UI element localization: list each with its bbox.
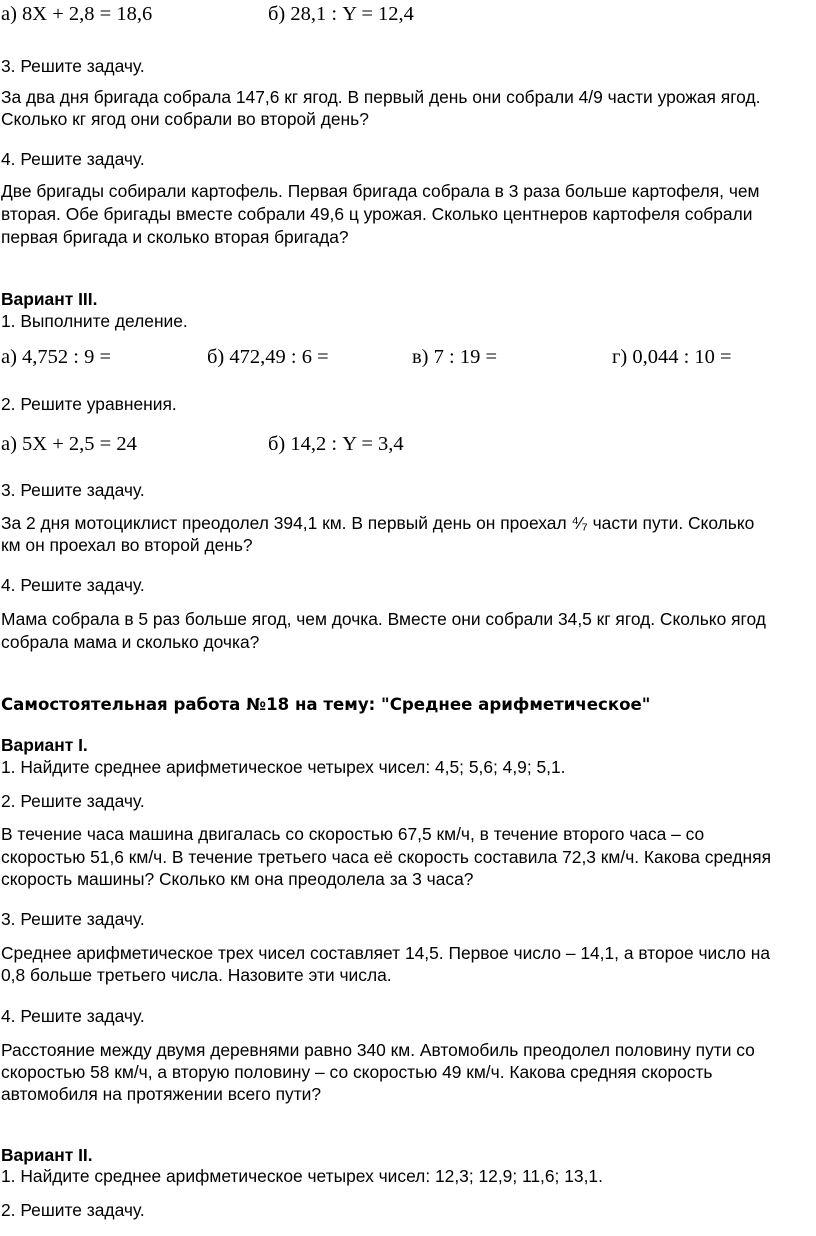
task-text-line: 0,8 больше третьего числа. Назовите эти числа. bbox=[1, 965, 392, 985]
task-text-line: скорость машины? Сколько км она преодолела за 3 часа? bbox=[1, 869, 474, 889]
variant-heading: Вариант III. bbox=[1, 289, 98, 309]
task-title: 1. Выполните деление. bbox=[1, 311, 188, 331]
task-text-line: За 2 дня мотоциклист преодолел 394,1 км. В первый день он проехал ⁴⁄₇ части пути. Сколько bbox=[1, 513, 755, 533]
task-title: 4. Решите задачу. bbox=[1, 149, 145, 169]
task-text-line: Сколько кг ягод они собрали во второй день? bbox=[1, 109, 369, 129]
task-text-line: км он проехал во второй день? bbox=[1, 535, 253, 555]
task-title: 4. Решите задачу. bbox=[1, 1006, 145, 1026]
task-title: 3. Решите задачу. bbox=[1, 480, 145, 500]
task-text-line: В течение часа машина двигалась со скоростью 67,5 км/ч, в течение второго часа – со bbox=[1, 824, 705, 844]
division-c: в) 7 : 19 = bbox=[412, 346, 498, 368]
task-text-line: 1. Найдите среднее арифметическое четырех чисел: 12,3; 12,9; 11,6; 13,1. bbox=[1, 1166, 603, 1186]
task-text-line: скоростью 51,6 км/ч. В течение третьего часа её скорость составила 72,3 км/ч. Какова средняя bbox=[1, 847, 771, 867]
equation-a: а) 5X + 2,5 = 24 bbox=[1, 433, 137, 455]
division-a: а) 4,752 : 9 = bbox=[1, 346, 112, 368]
task-text-line: собрала мама и сколько дочка? bbox=[1, 632, 260, 652]
task-text-line: Мама собрала в 5 раз больше ягод, чем дочка. Вместе они собрали 34,5 кг ягод. Сколько ягод bbox=[1, 609, 766, 629]
task-text-line: автомобиля на протяжении всего пути? bbox=[1, 1084, 322, 1104]
task-text-line: Расстояние между двумя деревнями равно 340 км. Автомобиль преодолел половину пути со bbox=[1, 1040, 755, 1060]
task-title: 2. Решите уравнения. bbox=[1, 394, 177, 414]
work-heading: Самостоятельная работа №18 на тему: "Среднее арифметическое" bbox=[1, 695, 651, 714]
task-text-line: Среднее арифметическое трех чисел составляет 14,5. Первое число – 14,1, а второе число на bbox=[1, 943, 771, 963]
task-text-line: вторая. Обе бригады вместе собрали 49,6 ц урожая. Сколько центнеров картофеля собрали bbox=[1, 204, 753, 224]
task-text-line: 1. Найдите среднее арифметическое четырех чисел: 4,5; 5,6; 4,9; 5,1. bbox=[1, 757, 566, 777]
task-title: 4. Решите задачу. bbox=[1, 575, 145, 595]
task-title: 2. Решите задачу. bbox=[1, 1200, 145, 1220]
task-text-line: скоростью 58 км/ч, а вторую половину – со скоростью 49 км/ч. Какова средняя скорость bbox=[1, 1062, 713, 1082]
task-text-line: Две бригады собирали картофель. Первая бригада собрала в 3 раза больше картофеля, чем bbox=[1, 181, 760, 201]
division-b: б) 472,49 : 6 = bbox=[207, 346, 329, 368]
equation-a: а) 8X + 2,8 = 18,6 bbox=[1, 3, 153, 25]
equation-b: б) 14,2 : Y = 3,4 bbox=[268, 433, 404, 455]
task-text-line: За два дня бригада собрала 147,6 кг ягод. В первый день они собрали 4/9 части урожая ягод. bbox=[1, 87, 761, 107]
task-title: 3. Решите задачу. bbox=[1, 909, 145, 929]
equation-b: б) 28,1 : Y = 12,4 bbox=[268, 3, 414, 25]
variant-heading: Вариант II. bbox=[1, 1145, 93, 1165]
division-d: г) 0,044 : 10 = bbox=[612, 346, 732, 368]
task-title: 2. Решите задачу. bbox=[1, 791, 145, 811]
task-title: 3. Решите задачу. bbox=[1, 56, 145, 76]
task-text-line: первая бригада и сколько вторая бригада? bbox=[1, 227, 349, 247]
variant-heading: Вариант I. bbox=[1, 735, 88, 755]
